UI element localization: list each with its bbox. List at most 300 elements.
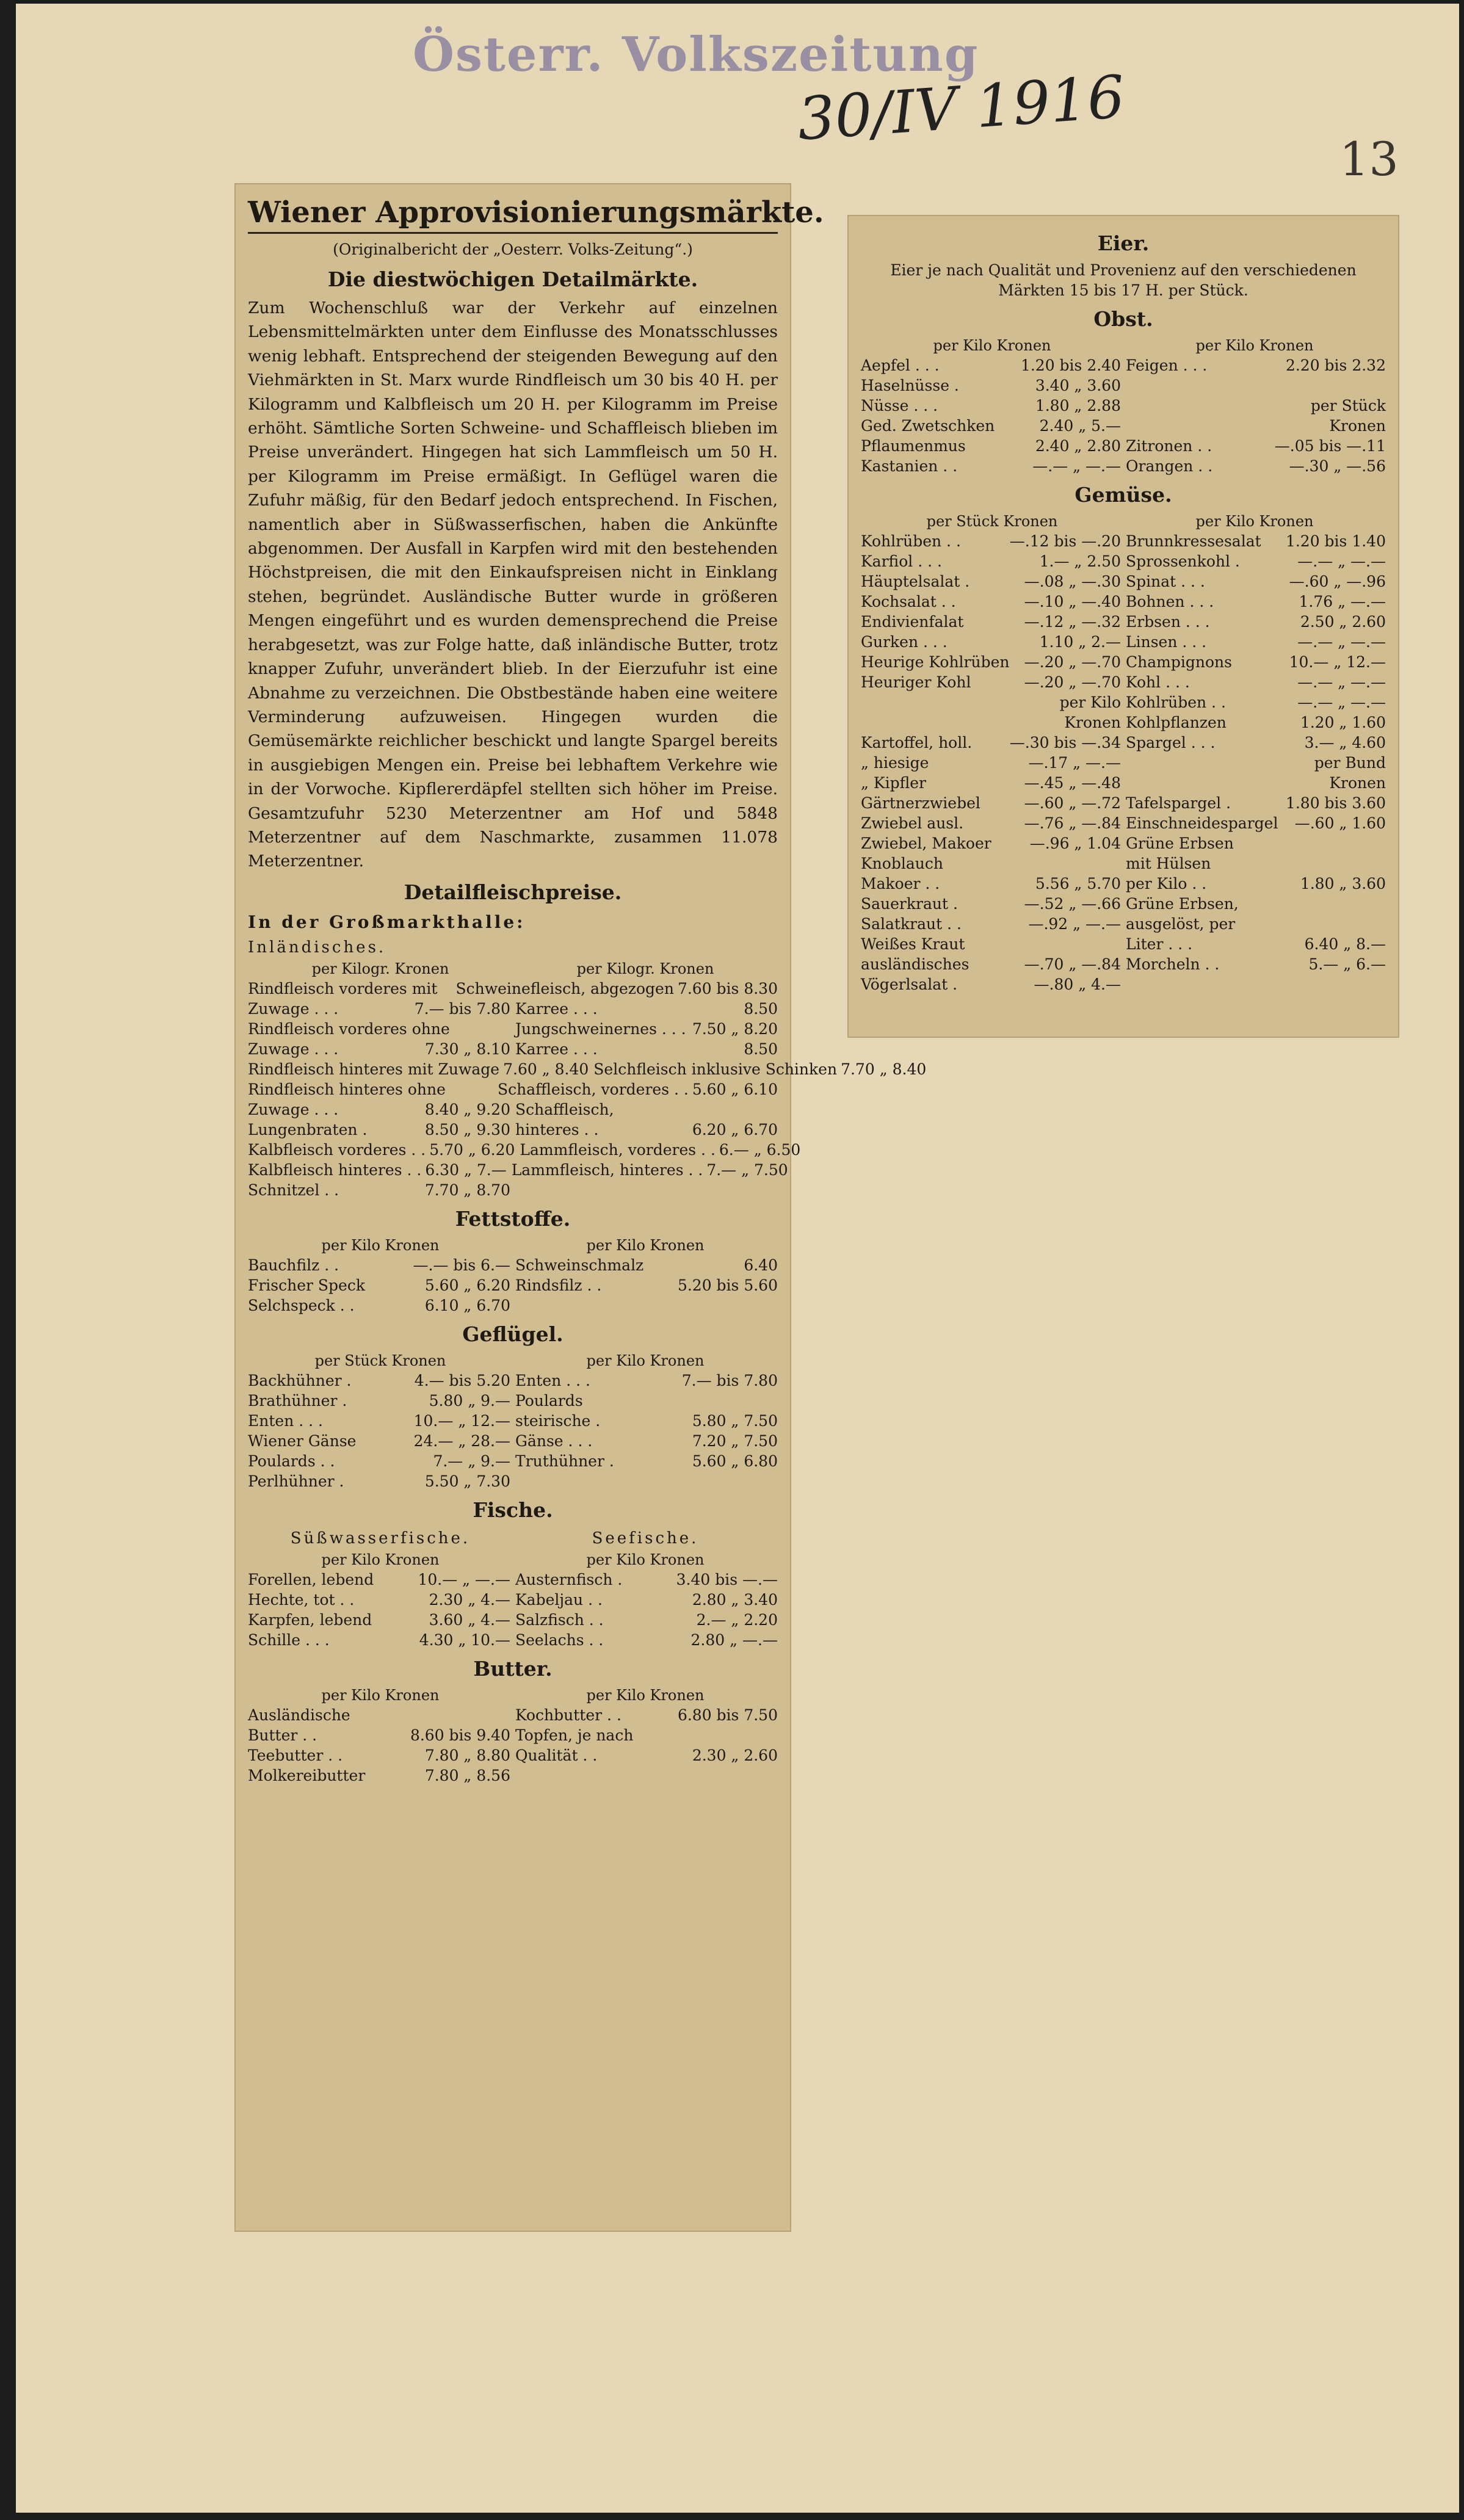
price-row [861,375,1386,396]
price-cell-right [510,999,778,1019]
price-cell-left [861,793,1121,813]
price-row [861,914,1386,934]
unit-left: per Kilo Kronen [933,337,1051,354]
price-cell-right [1121,692,1386,712]
price-row [248,1275,778,1295]
price-row [248,1079,778,1099]
article-subtitle: (Originalbericht der „Oesterr. Volks-Zeitung“.) [333,241,693,258]
price-cell-left [861,773,1121,793]
price-cell-left [861,853,1121,874]
item-price [774,1180,778,1200]
item-name: Linsen . . . [1126,633,1207,651]
price-cell-left [861,632,1121,652]
price-row [861,934,1386,954]
price-cell-right [510,1370,778,1391]
item-price: 24.— „ 28.— [413,1432,510,1450]
newspaper-stamp: Österr. Volkszeitung [413,27,979,82]
item-name: Weißes Kraut [861,935,965,953]
unit-right: per Kilo Kronen [586,1236,705,1254]
price-cell-right [1121,712,1386,733]
item-name: Feigen . . . [1126,357,1208,374]
price-cell-left [248,1059,589,1079]
price-row [248,1610,778,1630]
unit-left: per Stück Kronen [926,513,1058,530]
item-name: Bohnen . . . [1126,593,1214,610]
price-cell-right [510,1725,778,1745]
price-row [248,1451,778,1471]
price-cell-left [861,571,1121,592]
item-name: Jungschweinernes . . . [515,1019,686,1038]
price-cell-right [510,1099,778,1120]
price-row [248,1120,778,1140]
item-price: —.— „ —.— [1297,552,1386,570]
price-cell-left [861,914,1121,934]
price-cell-right [510,1451,778,1471]
item-name: Zuwage . . . [248,999,339,1018]
item-price: 2.— „ 2.20 [696,1610,778,1629]
item-name [1126,773,1325,793]
price-cell-left [248,1411,510,1431]
item-name: Schille . . . [248,1631,330,1649]
price-cell-left [248,1370,510,1391]
unit-right: per Kilogr. Kronen [576,960,714,977]
item-price: 7.60 „ 8.40 [503,1060,589,1078]
item-name: Rindfleisch vorderes ohne [248,1019,450,1038]
item-name: ausgelöst, per [1126,915,1236,933]
price-row [248,1745,778,1765]
price-cell-left [248,1570,510,1590]
item-price [774,1471,778,1491]
price-cell-left [248,1099,510,1120]
item-price: —.70 „ —.84 [1024,955,1121,973]
item-price [1382,833,1386,853]
price-cell-right [510,1610,778,1630]
price-row [248,1255,778,1275]
price-row [861,894,1386,914]
item-price: 4.30 „ 10.— [419,1631,510,1649]
item-price: 5.— „ 6.— [1308,955,1386,973]
price-row [248,999,778,1019]
section-title-fats: Fettstoffe. [455,1206,571,1231]
item-name: Grüne Erbsen [1126,835,1234,852]
item-name [515,1295,774,1316]
item-price: —.17 „ —.— [1028,754,1121,772]
item-name: Kalbfleisch hinteres . . [248,1160,422,1179]
section-title-fish: Fische. [473,1497,553,1522]
price-cell-right [493,1079,778,1099]
price-cell-right [510,1590,778,1610]
item-price: 8.50 [744,999,778,1018]
price-cell-right [510,1275,778,1295]
price-cell-left [861,934,1121,954]
price-row [248,1765,778,1786]
item-price [1382,853,1386,874]
price-cell-left [248,1451,510,1471]
item-name: „ hiesige [861,754,929,772]
price-cell-left [861,396,1121,416]
section-title-detailmarkets: Die diestwöchigen Detailmärkte. [327,267,698,291]
vegetables-price-table [861,531,1386,994]
item-price [774,1391,778,1411]
item-name: Knoblauch [861,855,943,872]
price-row [248,1180,778,1200]
price-cell-right [1121,551,1386,571]
price-row [861,436,1386,456]
item-name: Champignons [1126,653,1232,671]
item-name: Perlhühner . [248,1472,344,1490]
item-name: Kohl . . . [1126,673,1190,691]
item-price: —.45 „ —.48 [1024,774,1121,792]
item-name: Heurige Kohlrüben [861,653,1010,671]
item-price: —.12 „ —.32 [1024,613,1121,631]
price-cell-left [861,692,1121,712]
sea-fish-label: Seefische. [592,1529,699,1548]
price-row [248,1019,778,1039]
item-price: 6.20 „ 6.70 [692,1120,778,1139]
item-name: Brunnkressesalat [1126,532,1261,550]
item-price: Kronen [1064,714,1121,731]
price-row [248,1570,778,1590]
price-cell-left [248,1140,515,1160]
section-title-eggs: Eier. [1097,231,1150,255]
item-name [515,1180,774,1200]
item-price: 6.40 „ 8.— [1304,935,1386,953]
fruit-unit-header [861,336,1386,355]
unit-left: per Kilo Kronen [321,1686,440,1704]
item-name: Haselnüsse . [861,377,959,394]
item-name: Zwiebel ausl. [861,814,964,832]
price-cell-left [248,1391,510,1411]
item-price: —.80 „ 4.— [1034,976,1121,993]
unit-right: per Kilo Kronen [586,1551,705,1568]
price-cell-right [507,1160,788,1180]
item-price: 10.— „ 12.— [1289,653,1386,671]
price-cell-right [451,979,778,999]
item-price: 1.10 „ 2.— [1039,633,1121,651]
item-name: Erbsen . . . [1126,613,1210,631]
item-price: —.— „ —.— [1297,633,1386,651]
price-row [861,833,1386,853]
item-name: Einschneidespargel [1126,814,1278,832]
meat-origin: Inländisches. [248,938,386,957]
price-cell-left [861,974,1121,994]
item-name: steirische . [515,1411,601,1430]
price-cell-right [510,1745,778,1765]
item-price: 5.80 „ 9.— [429,1391,510,1410]
item-price: 2.80 „ 3.40 [692,1590,778,1609]
item-price [774,1765,778,1786]
price-cell-right [510,1120,778,1140]
item-price: 7.80 „ 8.80 [424,1746,510,1764]
item-name [1126,974,1382,994]
item-name: Orangen . . [1126,457,1213,475]
section-title-butter: Butter. [473,1656,553,1681]
item-price: 1.20 bis 1.40 [1285,532,1386,550]
price-cell-right [1121,934,1386,954]
price-row [861,773,1386,793]
item-name: Austernfisch . [515,1570,623,1588]
price-cell-right [1121,773,1386,793]
price-cell-right [1121,632,1386,652]
price-cell-left [248,1160,507,1180]
price-cell-left [248,1705,510,1725]
price-row [248,1431,778,1451]
price-cell-right [1121,974,1386,994]
item-name: Kabeljau . . [515,1590,603,1609]
item-name: Sauerkraut . [861,895,958,913]
price-row [861,733,1386,753]
price-row [861,874,1386,894]
item-name [861,692,1056,712]
item-price: 6.40 [744,1256,778,1274]
item-name: Gänse . . . [515,1432,593,1450]
item-name: Rindfleisch vorderes mit [248,979,438,998]
item-name: Enten . . . [515,1371,590,1389]
item-price: 5.60 „ 6.10 [692,1080,778,1098]
fish-unit-header [248,1550,778,1570]
item-name: Schaffleisch, vorderes . . [498,1080,689,1098]
price-cell-left [861,954,1121,974]
price-row [861,974,1386,994]
freshwater-fish-label: Süßwasserfische. [290,1529,471,1548]
clipping-eggs-fruit-vegetables [847,215,1399,1038]
item-price: 1.20 bis 2.40 [1020,357,1121,374]
item-name: Morcheln . . [1126,955,1220,973]
item-price: 7.— bis 7.80 [414,999,510,1018]
fats-unit-header [248,1236,778,1255]
price-row [248,1630,778,1650]
item-price: 1.80 „ 2.88 [1035,397,1121,415]
price-row [861,793,1386,813]
price-cell-left [861,551,1121,571]
item-price: 7.80 „ 8.56 [424,1766,510,1784]
item-price: —.— „ —.— [1297,693,1386,711]
item-name: Schweinefleisch, abgezogen [455,979,674,998]
price-row [861,551,1386,571]
price-row [861,853,1386,874]
poultry-price-table [248,1370,778,1491]
price-row [248,1370,778,1391]
section-title-poultry: Geflügel. [462,1322,563,1346]
price-row [248,1039,778,1059]
price-cell-left [861,672,1121,692]
price-cell-left [248,1610,510,1630]
item-name: Kochbutter . . [515,1706,621,1724]
price-cell-right [1121,652,1386,672]
item-price: 6.80 bis 7.50 [677,1706,778,1724]
item-price: —.12 bis —.20 [1009,532,1121,550]
item-name: Häuptelsalat . [861,573,970,590]
item-price: —.30 bis —.34 [1009,734,1121,751]
unit-left: per Kilo Kronen [321,1236,440,1254]
meat-location: In der Großmarkthalle: [248,911,526,932]
unit-right: per Kilo Kronen [1195,513,1314,530]
item-price [774,1295,778,1316]
item-name: Gurken . . . [861,633,948,651]
item-name: ausländisches [861,955,969,973]
item-name [1126,416,1325,436]
item-name: Teebutter . . [248,1746,343,1764]
item-price: —.30 „ —.56 [1289,457,1386,475]
item-price: Kronen [1329,417,1386,435]
item-name: Rindfleisch hinteres ohne [248,1080,446,1098]
item-price: 5.80 „ 7.50 [692,1411,778,1430]
item-price: 7.— „ 9.— [433,1452,510,1470]
price-row [861,612,1386,632]
item-name: Rindfleisch hinteres mit Zuwage [248,1060,500,1078]
price-cell-left [861,436,1121,456]
price-cell-right [510,1180,778,1200]
item-name: Nüsse . . . [861,397,938,415]
price-cell-left [861,833,1121,853]
price-cell-right [510,1391,778,1411]
item-name: Karpfen, lebend [248,1610,372,1629]
price-cell-right [510,1765,778,1786]
price-cell-right [1121,914,1386,934]
price-row [861,753,1386,773]
handwritten-date: 30/IV 1916 [795,62,1127,154]
item-name [1126,396,1307,416]
item-name: Forellen, lebend [248,1570,374,1588]
price-cell-left [861,531,1121,551]
item-name: Kohlrüben . . [1126,693,1226,711]
item-price: 7.20 „ 7.50 [692,1432,778,1450]
price-cell-right [510,1295,778,1316]
price-row [861,531,1386,551]
item-price: 3.— „ 4.60 [1304,734,1386,751]
price-cell-right [1121,456,1386,476]
price-cell-left [861,456,1121,476]
price-cell-right [1121,954,1386,974]
price-cell-right [1121,571,1386,592]
price-row [861,592,1386,612]
price-row [248,1140,801,1160]
item-price: —.60 „ —.96 [1289,573,1386,590]
price-cell-left [248,1725,510,1745]
article-body: Zum Wochenschluß war der Verkehr auf einzelnen Lebensmittelmärkten unter dem Einflusse des Monatsschlusses wenig lebhaft. Entsprechend der steigenden Bewegung auf den Viehmärkten in St. Marx wurde Rindfleisch um 30 bis 40 H. per Kilogramm und Kalbfleisch um 20 H. per Kilogramm im Preise erhöht. Sämtliche Sorten Schweine- und Schaffleisch blieben im Preise unverändert. Hingegen hat sich Lammfleisch um 50 H. per Kilogramm im Preise ermäßigt. In Geflügel waren die Zufuhr mäßig, für den Bedarf jedoch entsprechend. In Fischen, namentlich aber in Süßwasserfischen, haben die Ankünfte abgenommen. Der Ausfall in Karpfen wird mit den bestehenden Höchstpreisen, die mit den Einkaufspreisen nicht in Einklang stehen, begründet. Ausländische Butter wurde in größeren Mengen eingeführt und es wurden demensprechend die Preise herabgesetzt, was zur Folge hatte, daß inländische Butter, trotz knapper Zufuhr, unverändert blieb. In der Eierzufuhr ist eine Abnahme zu verzeichnen. Die Obstbestände haben eine weitere Verminderung aufzuweisen. Hingegen wurden die Gemüsemärkte reichlicher beschickt und langte Spargel bereits in ausgiebigen Mengen ein. Preise bei lebhaftem Verkehre wie in der Vorwoche. Kipflererdäpfel stellten sich höher im Preise. Gesamtzufuhr 5230 Meterzentner am Hof und 5848 Meterzentner auf dem Naschmarkte, zusammen 11.078 Meterzentner. [248,299,778,871]
item-name: Kartoffel, holl. [861,734,973,751]
item-name: Backhühner . [248,1371,352,1389]
price-cell-right [510,1431,778,1451]
price-cell-right [589,1059,926,1079]
section-title-fruit: Obst. [1093,307,1153,331]
price-cell-right [1121,894,1386,914]
item-name [515,1765,774,1786]
item-name: Sprossenkohl . [1126,552,1240,570]
item-name: Molkereibutter [248,1766,366,1784]
price-cell-right [1121,833,1386,853]
price-cell-right [510,1019,778,1039]
section-title-vegetables: Gemüse. [1074,483,1172,507]
item-price: 1.76 „ —.— [1299,593,1386,610]
item-price: 7.— „ 7.50 [706,1160,788,1179]
item-name: Zuwage . . . [248,1100,339,1118]
eggs-note: Eier je nach Qualität und Provenienz auf den verschiedenen Märkten 15 bis 17 H. per Stück. [890,261,1357,299]
item-name: mit Hülsen [1126,855,1211,872]
price-cell-left [248,1180,510,1200]
item-price: Kronen [1329,774,1386,792]
price-cell-left [248,1019,510,1039]
price-cell-left [248,999,510,1019]
price-cell-left [861,813,1121,833]
item-name [515,1471,774,1491]
fish-price-table [248,1570,778,1650]
unit-left: per Kilogr. Kronen [311,960,449,977]
price-cell-left [248,1590,510,1610]
price-cell-left [861,375,1121,396]
item-name: Schweinschmalz [515,1256,644,1274]
item-price [1382,894,1386,914]
item-name: Karree . . . [515,999,598,1018]
item-price: 10.— „ —.— [418,1570,510,1588]
price-row [248,1099,778,1120]
price-cell-left [248,1630,510,1650]
price-row [861,355,1386,375]
price-cell-left [248,979,451,999]
item-price: —.52 „ —.66 [1024,895,1121,913]
item-name: Truthühner . [515,1452,614,1470]
item-price: —.76 „ —.84 [1024,814,1121,832]
item-price: 3.40 bis —.— [676,1570,778,1588]
price-cell-right [510,1255,778,1275]
item-name: Lammfleisch, vorderes . . [520,1140,716,1159]
price-row [861,456,1386,476]
item-price: 2.30 „ 4.— [429,1590,510,1609]
item-price [1382,974,1386,994]
item-price [774,1099,778,1120]
item-name: Vögerlsalat . [861,976,958,993]
article-title: Wiener Approvisionierungsmärkte. [248,193,778,234]
price-cell-left [248,1120,510,1140]
item-name: Zitronen . . [1126,437,1212,455]
price-cell-left [861,753,1121,773]
item-price: per Stück [1310,397,1386,415]
price-cell-right [1121,793,1386,813]
price-cell-right [1121,396,1386,416]
price-cell-left [248,1079,493,1099]
fruit-price-table [861,355,1386,476]
price-row [861,712,1386,733]
item-name: Selchfleisch inklusive Schinken [593,1060,838,1078]
item-name [1126,753,1311,773]
item-name: Zwiebel, Makoer [861,835,991,852]
unit-left: per Kilo Kronen [321,1551,440,1568]
item-name: Kastanien . . [861,457,958,475]
item-name: Wiener Gänse [248,1432,357,1450]
price-row [861,813,1386,833]
item-name: Karfiol . . . [861,552,942,570]
item-name: Frischer Speck [248,1276,365,1294]
fish-subsections [248,1527,778,1550]
item-name: Salatkraut . . [861,915,962,933]
price-cell-right [510,1471,778,1491]
item-price: per Bund [1314,754,1386,772]
item-price [1382,914,1386,934]
item-price: 5.56 „ 5.70 [1035,875,1121,892]
price-cell-left [248,1745,510,1765]
price-row [248,1059,927,1079]
price-cell-left [861,874,1121,894]
price-cell-right [1121,853,1386,874]
price-row [861,954,1386,974]
price-cell-right [1121,733,1386,753]
item-price: 7.— bis 7.80 [681,1371,778,1389]
price-cell-left [861,612,1121,632]
price-row [861,632,1386,652]
item-name: Poulards . . [248,1452,335,1470]
unit-left: per Stück Kronen [314,1352,446,1369]
price-cell-left [248,1431,510,1451]
